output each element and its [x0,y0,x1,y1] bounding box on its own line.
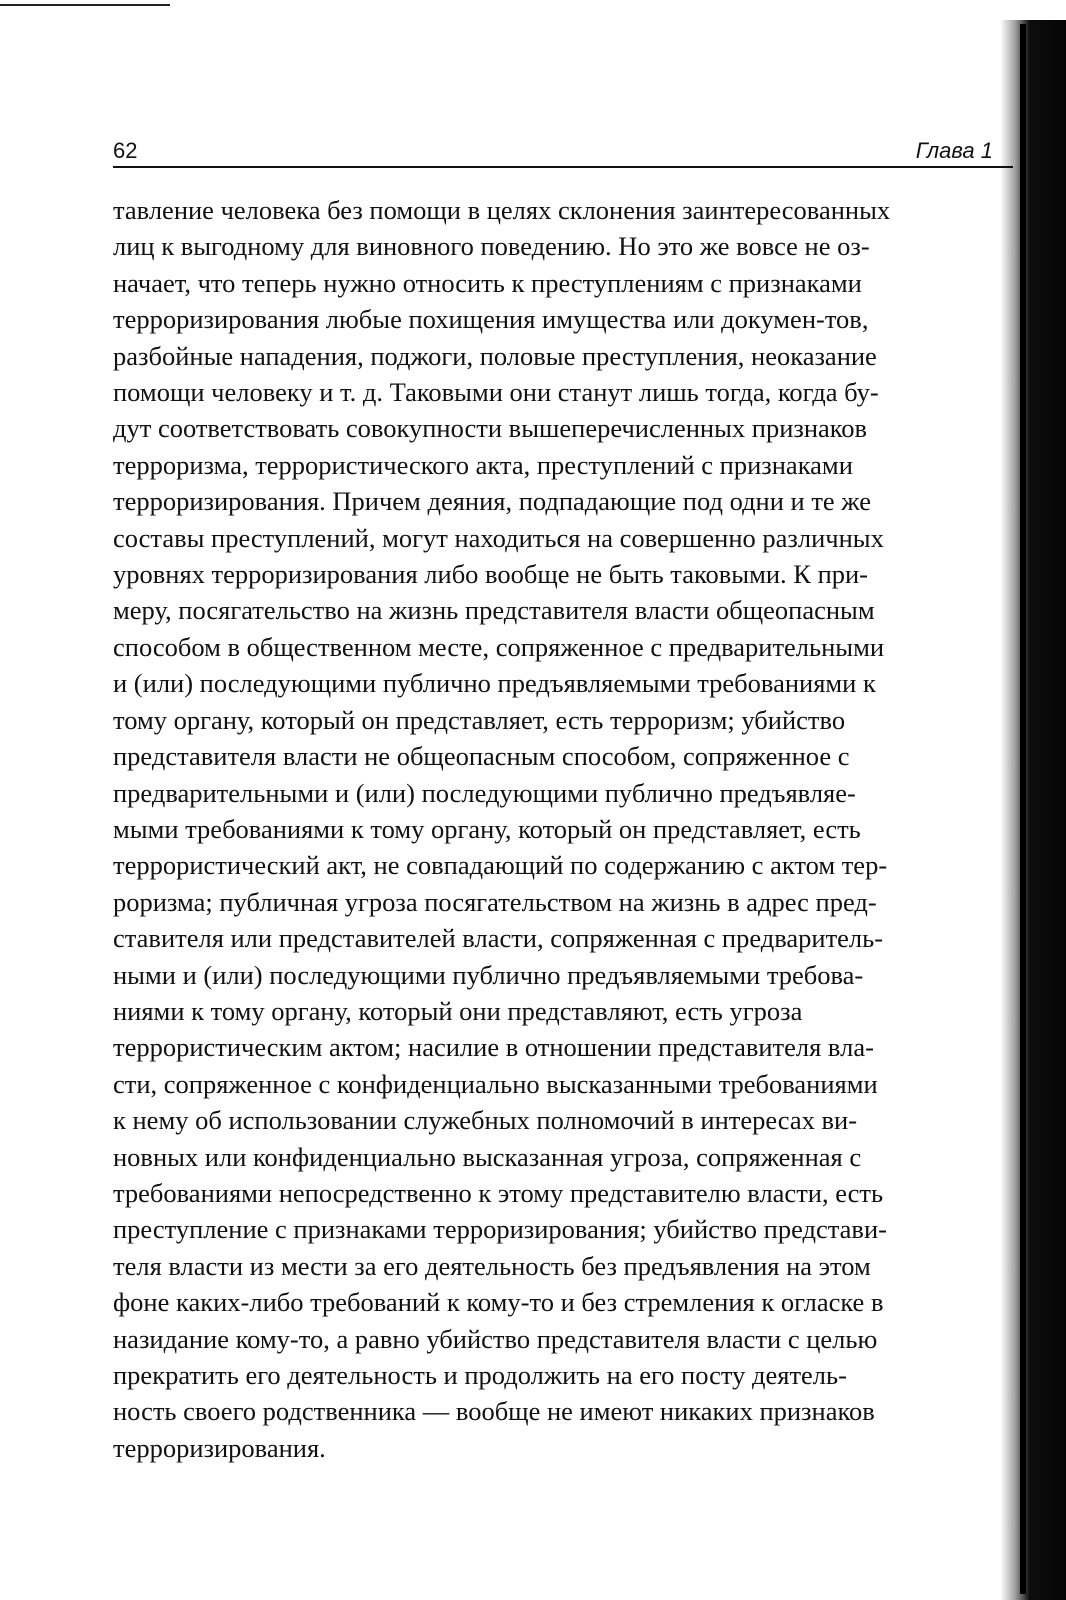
text-line: уровнях терроризирования либо вообще не быть таковыми. К при- [113,559,869,590]
text-line: тому органу, который он представляет, есть терроризм; убийство [113,704,846,735]
text-line: мыми требованиями к тому органу, который он представляет, есть [113,813,861,844]
text-line: теля власти из мести за его деятельность без предъявления на этом [113,1250,871,1281]
text-line: преступление с признаками терроризирования; убийство представи- [113,1214,887,1245]
text-line: терроризма, террористического акта, преступлений с признаками [113,449,853,480]
text-line: к нему об использовании служебных полномочий в интересах ви- [113,1105,858,1136]
chapter-label: Глава 1 [915,138,993,163]
text-line: предварительными и (или) последующими публично предъявляе- [113,777,856,808]
book-spine-shadow [1000,20,1066,1600]
text-line: террористический акт, не совпадающий по содержанию с актом тер- [113,850,888,881]
text-line: назидание кому-то, а равно убийство представителя власти с целью [113,1323,878,1354]
running-head [113,136,1013,168]
text-line: прекратить его деятельность и продолжить на его посту деятель- [113,1360,847,1390]
text-line: и (или) последующими публично предъявляемыми требованиями к [113,668,876,699]
text-line: способом в общественном месте, сопряженное с предварительными [113,631,885,662]
text-line: ниями к тому органу, который они представляют, есть угроза [113,995,803,1026]
text-line: дут соответствовать совокупности вышеперечисленных признаков [113,413,868,444]
text-line: терроризирования любые похищения имущества или докумен-тов, [113,304,869,335]
text-line: терроризирования. Причем деяния, подпадающие под одни и те же [113,486,872,517]
text-line: сти, сопряженное с конфиденциально высказанными требованиями [113,1068,878,1099]
text-line: составы преступлений, могут находиться на совершенно различных [113,522,884,553]
body-text [113,192,1013,1466]
text-line: роризма; публичная угроза посягательством на жизнь в адрес пред- [113,886,877,917]
text-line: фоне каких-либо требований к кому-то и без стремления к огласке в [113,1287,884,1318]
text-line: представителя власти не общеопасным способом, сопряженное с [113,741,850,772]
text-line: терроризирования. [113,1432,326,1463]
text-line: ставителя или представителей власти, сопряженная с предваритель- [113,923,884,954]
text-line: террористическим актом; насилие в отношении представителя вла- [113,1032,874,1063]
text-line: помощи человеку и т. д. Таковыми они станут лишь тогда, когда бу- [113,377,879,408]
text-line: новных или конфиденциально высказанная угроза, сопряженная с [113,1141,862,1172]
text-line: ными и (или) последующими публично предъявляемыми требова- [113,959,864,990]
text-line: ность своего родственника — вообще не имеют никаких признаков [113,1396,875,1427]
book-spine-edge [1020,24,1026,1594]
page-number: 62 [113,138,138,163]
text-line: меру, посягательство на жизнь представителя власти общеопасным [113,595,875,626]
text-line: начает, что теперь нужно относить к преступлениям с признаками [113,267,862,298]
text-line: требованиями непосредственно к этому представителю власти, есть [113,1177,884,1208]
text-line: тавление человека без помощи в целях склонения заинтересованных [113,195,891,225]
scan-top-line [0,4,170,6]
text-line: разбойные нападения, поджоги, половые преступления, неоказание [113,340,877,371]
text-line: лиц к выгодному для виновного поведению. Но это же вовсе не оз- [113,231,870,262]
